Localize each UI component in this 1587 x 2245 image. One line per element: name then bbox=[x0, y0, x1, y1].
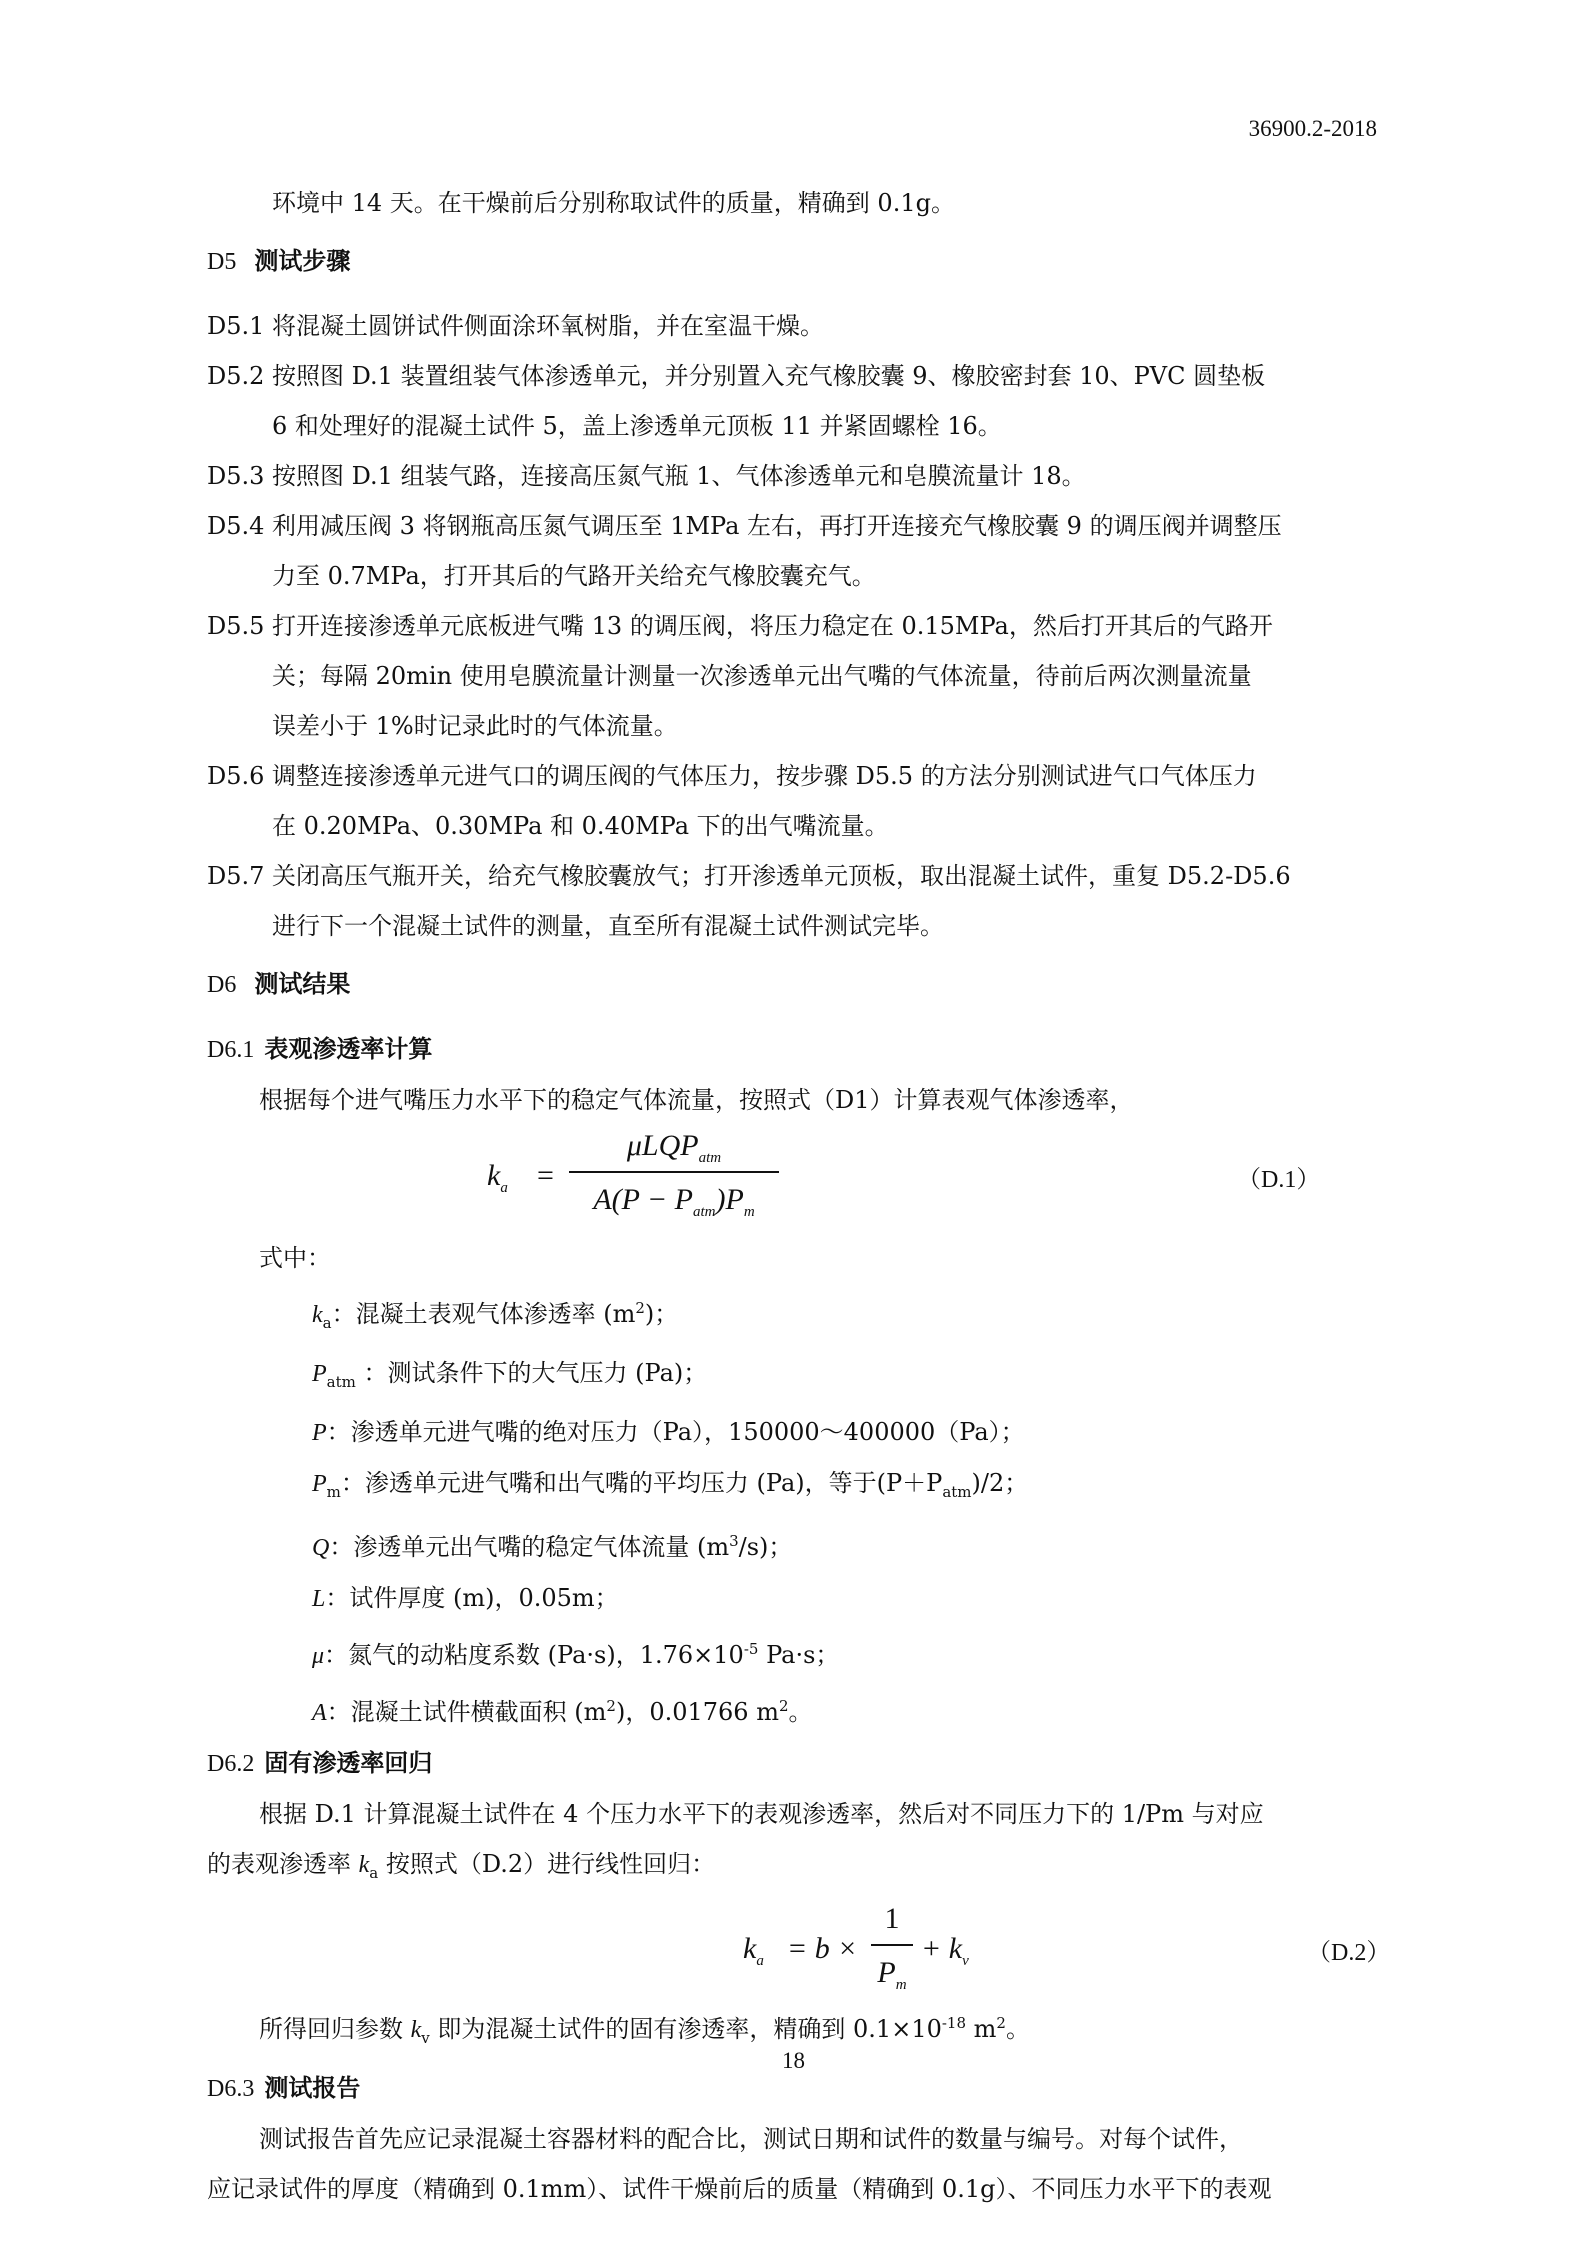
variable-patm: $P_{atm}$ ：测试条件下的大气压力 (Pa)； bbox=[312, 1358, 708, 1391]
formula-equals: = bbox=[537, 1159, 554, 1192]
formula-mid: = b × bbox=[787, 1932, 858, 1966]
where-label: 式中： bbox=[259, 1244, 331, 1272]
step-d5-2-line2: 6 和处理好的混凝土试件 5，盖上渗透单元顶板 11 并紧固螺栓 16。 bbox=[272, 412, 1002, 440]
section-code: D6 bbox=[207, 972, 237, 998]
variable-list bbox=[207, 1283, 1397, 1738]
step-d5-4-line1: D5.4 利用减压阀 3 将钢瓶高压氮气调压至 1MPa 左右，再打开连接充气橡胶囊 9 的调压阀并调整压 bbox=[207, 512, 1282, 540]
subsection-code: D6.2 bbox=[207, 1751, 255, 1778]
formula-numerator: μLQP$_{atm}$ bbox=[626, 1129, 722, 1166]
formula-number-label: （D.2） bbox=[1307, 1940, 1391, 1967]
variable-ka: $k_a$：混凝土表观气体渗透率 $(m^2)$； bbox=[312, 1299, 679, 1332]
formula-numerator: 1 bbox=[884, 1902, 900, 1936]
page-number: 18 bbox=[782, 2048, 805, 2073]
subsection-title: 固有渗透率回归 bbox=[264, 1749, 433, 1778]
step-d5-5-line1: D5.5 打开连接渗透单元底板进气嘴 13 的调压阀，将压力稳定在 0.15MPa，然后打开其后的气路开 bbox=[207, 612, 1273, 640]
subsection-title: 测试报告 bbox=[264, 2073, 361, 2102]
step-d5-7-line2: 进行下一个混凝土试件的测量，直至所有混凝土试件测试完毕。 bbox=[272, 912, 944, 940]
step-d5-3: D5.3 按照图 D.1 组装气路，连接高压氮气瓶 1、气体渗透单元和皂膜流量计 18。 bbox=[207, 462, 1086, 490]
section-title: 测试步骤 bbox=[254, 247, 351, 275]
subsection-code: D6.1 bbox=[207, 1037, 255, 1063]
paragraph-d6-2-line2: 的表观渗透率 $k_a$ 按照式（D.2）进行线性回归： bbox=[207, 1850, 716, 1883]
fraction-bar bbox=[569, 1171, 779, 1173]
step-d5-5-line3: 误差小于 1%时记录此时的气体流量。 bbox=[272, 712, 678, 740]
formula-denominator: $A(P - P_{atm})P_m$ bbox=[593, 1183, 755, 1220]
page-content bbox=[207, 178, 1397, 2214]
paragraph-d6-2-result: 所得回归参数 $k_v$ 即为混凝土试件的固有渗透率，精确到 $0.1\times 10^{-18}$ $m^2$。 bbox=[259, 2014, 1030, 2047]
step-d5-7-line1: D5.7 关闭高压气瓶开关，给充气橡胶囊放气；打开渗透单元顶板，取出混凝土试件，重复 D5.2-D5.6 bbox=[207, 862, 1291, 890]
formula-number-label: （D.1） bbox=[1237, 1167, 1321, 1193]
subsection-heading-d6-1 bbox=[207, 1024, 1397, 1075]
subsection-heading-d6-2 bbox=[207, 1738, 1397, 1789]
variable-mu: μ：氮气的动粘度系数 (Pa·s)，$1.76\times 10^{-5}$ Pa·s； bbox=[312, 1640, 840, 1670]
section-heading-d6 bbox=[207, 959, 1397, 1010]
step-d5-1: D5.1 将混凝土圆饼试件侧面涂环氧树脂，并在室温干燥。 bbox=[207, 312, 825, 340]
formula-tail: + $k_v$ bbox=[921, 1932, 969, 1970]
paragraph-d6-3-line1: 测试报告首先应记录混凝土容器材料的配合比，测试日期和试件的数量与编号。对每个试件， bbox=[259, 2124, 1243, 2153]
step-d5-2-line1: D5.2 按照图 D.1 装置组装气体渗透单元，并分别置入充气橡胶囊 9、橡胶密封套 10、PVC 圆垫板 bbox=[207, 362, 1266, 390]
step-d5-5-line2: 关；每隔 20min 使用皂膜流量计测量一次渗透单元出气嘴的气体流量，待前后两次测量流量 bbox=[272, 662, 1252, 690]
formula-lhs: $k_a$ bbox=[743, 1932, 764, 1970]
paragraph-d4-end: 环境中 14 天。在干燥前后分别称取试件的质量，精确到 0.1g。 bbox=[272, 189, 955, 217]
formula-d1 bbox=[207, 1125, 1397, 1225]
step-d5-4-line2: 力至 0.7MPa，打开其后的气路开关给充气橡胶囊充气。 bbox=[272, 562, 876, 590]
variable-l: L：试件厚度 (m)，0.05m； bbox=[312, 1584, 619, 1613]
formula-lhs: $k_a$ bbox=[487, 1159, 508, 1196]
section-heading-d5 bbox=[207, 236, 1397, 287]
paragraph-d6-1: 根据每个进气嘴压力水平下的稳定气体流量，按照式（D1）计算表观气体渗透率， bbox=[259, 1086, 1134, 1114]
paragraph-d6-3-line2: 应记录试件的厚度（精确到 0.1mm）、试件干燥前后的质量（精确到 0.1g）、不同压力水平下的表观 bbox=[207, 2174, 1272, 2203]
subsection-code: D6.3 bbox=[207, 2075, 255, 2102]
variable-p: P：渗透单元进气嘴的绝对压力（Pa），150000～400000（Pa）； bbox=[312, 1417, 1025, 1446]
formula-d2 bbox=[207, 1898, 1397, 1994]
variable-a: A：混凝土试件横截面积 $(m^2)$，0.01766 $m^2$。 bbox=[312, 1697, 813, 1727]
formula-denominator: $P_m$ bbox=[877, 1956, 907, 1994]
step-d5-6-line1: D5.6 调整连接渗透单元进气口的调压阀的气体压力，按步骤 D5.5 的方法分别测试进气口气体压力 bbox=[207, 762, 1257, 790]
section-title: 测试结果 bbox=[254, 970, 351, 998]
fraction-bar bbox=[871, 1944, 913, 1946]
standard-code: 36900.2-2018 bbox=[1248, 116, 1377, 141]
step-d5-6-line2: 在 0.20MPa、0.30MPa 和 0.40MPa 下的出气嘴流量。 bbox=[272, 812, 889, 840]
subsection-title: 表观渗透率计算 bbox=[264, 1035, 433, 1063]
section-code: D5 bbox=[207, 249, 237, 275]
paragraph-d6-2-line1: 根据 D.1 计算混凝土试件在 4 个压力水平下的表观渗透率，然后对不同压力下的 1/Pm 与对应 bbox=[259, 1800, 1264, 1829]
variable-q: Q：渗透单元出气嘴的稳定气体流量 $(m^3/s)$； bbox=[312, 1532, 793, 1562]
variable-pm: $P_m$：渗透单元进气嘴和出气嘴的平均压力 (Pa)，等于$(P+P_{atm})/2$； bbox=[312, 1468, 1029, 1501]
